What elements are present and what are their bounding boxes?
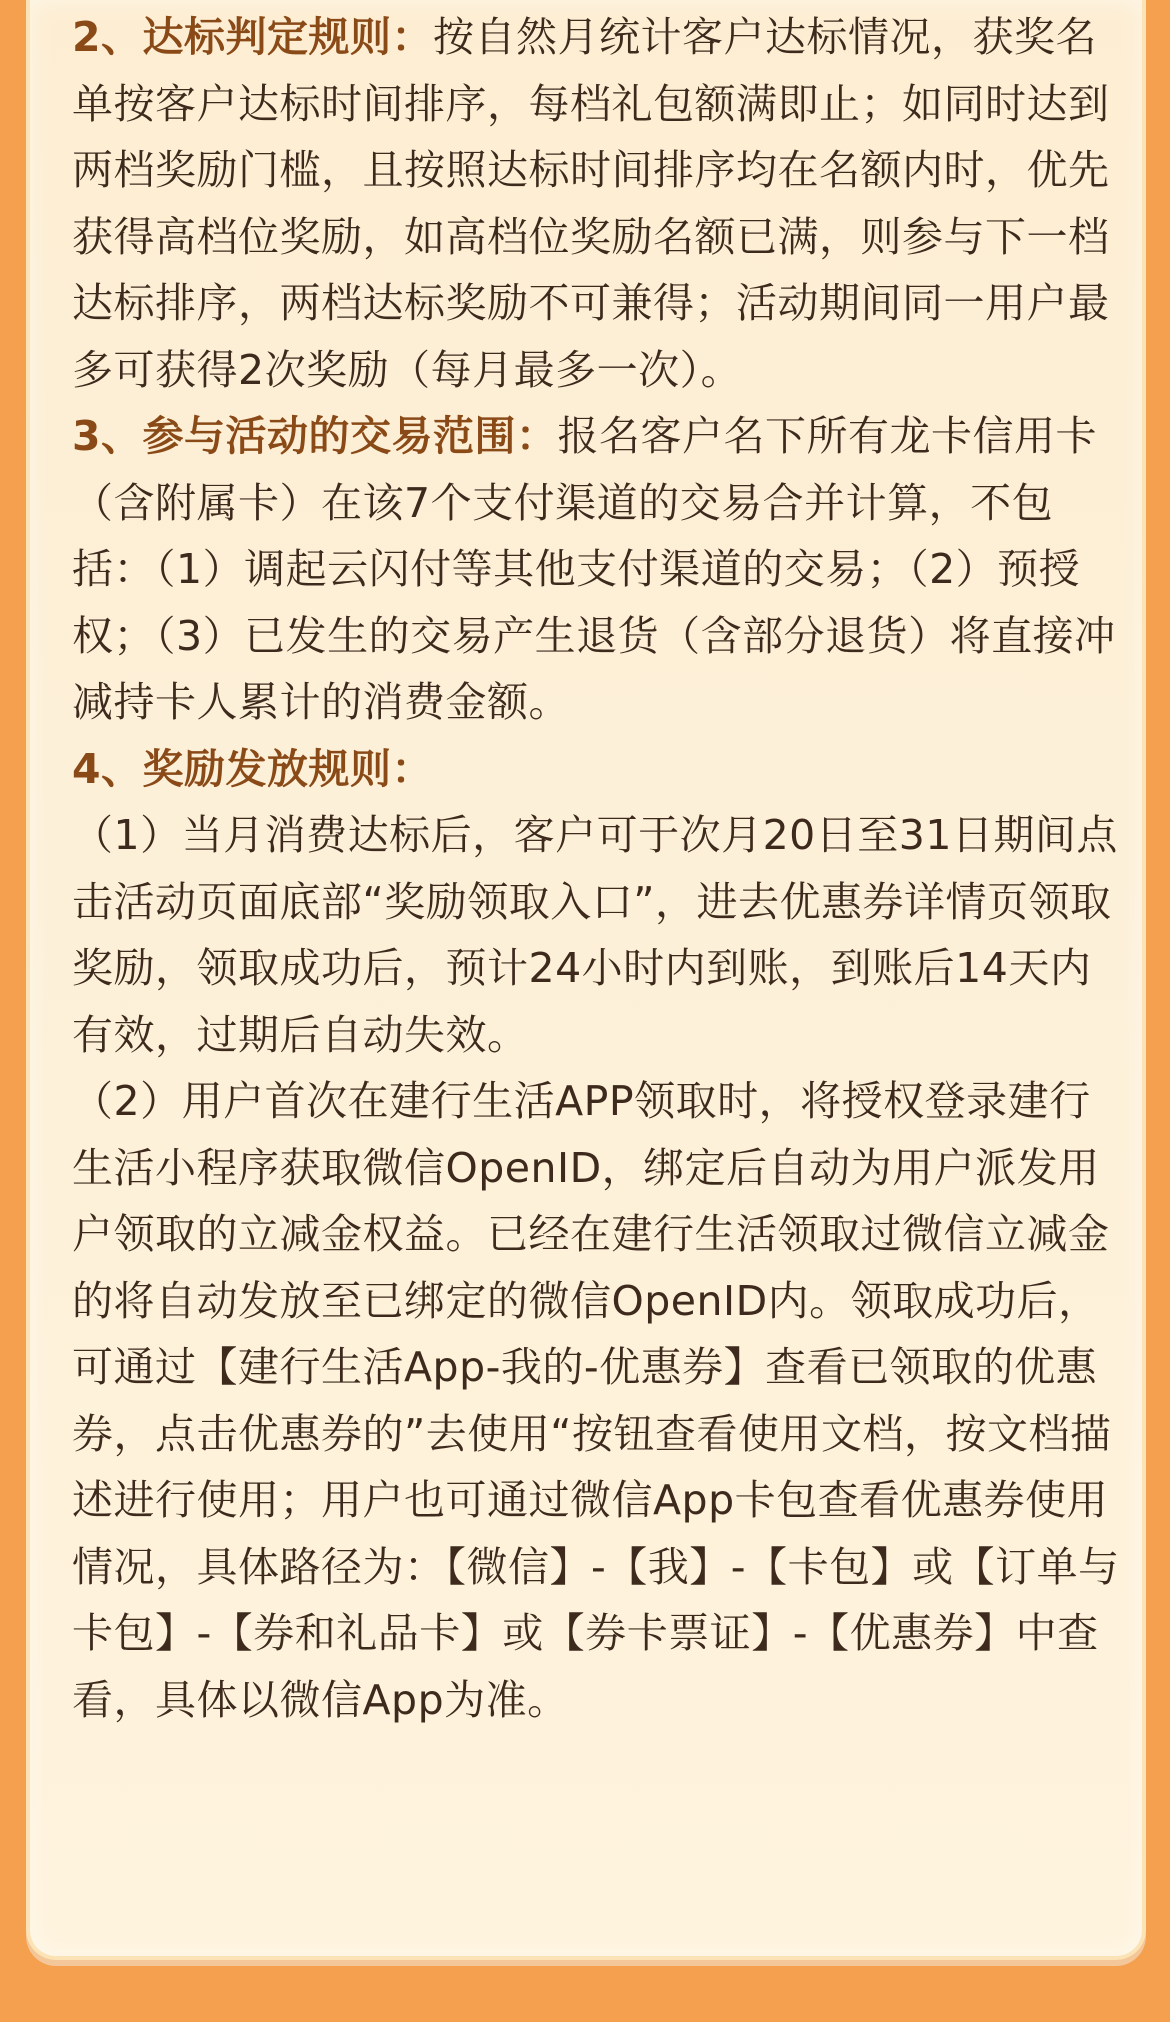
rules-card bbox=[26, 0, 1146, 1960]
rule-section-2 bbox=[72, 4, 1132, 403]
rule-section-3 bbox=[72, 403, 1132, 736]
rule-section-4-item-1: （1）当月消费达标后，客户可于次月20日至31日期间点击活动页面底部“奖励领取入口”，进去优惠券详情页领取奖励，领取成功后，预计24小时内到账，到账后14天内有效，过期后自动失效。 bbox=[72, 811, 1118, 1059]
rule-section-4-item-2: （2）用户首次在建行生活APP领取时，将授权登录建行生活小程序获取微信OpenID，绑定后自动为用户派发用户领取的立减金权益。已经在建行生活领取过微信立减金的将自动发放至已绑定的微信OpenID内。领取成功后，可通过【建行生活App-我的-优惠券】查看已领取的优惠券，点击优惠券的”去使用“按钮查看使用文档，按文档描述进行使用；用户也可通过微信App卡包查看优惠券使用情况，具体路径为：【微信】-【我】-【卡包】或【订单与卡包】-【券和礼品卡】或【券卡票证】-【优惠券】中查看，具体以微信App为准。 bbox=[72, 1077, 1120, 1724]
rule-section-4-title-line bbox=[72, 736, 1132, 803]
rules-content bbox=[72, 4, 1132, 1733]
rule-section-3-body: 报名客户名下所有龙卡信用卡（含附属卡）在该7个支付渠道的交易合并计算，不包括：（1）调起云闪付等其他支付渠道的交易；（2）预授权；（3）已发生的交易产生退货（含部分退货）将直接冲减持卡人累计的消费金额。 bbox=[72, 412, 1116, 726]
rule-section-4-title: 4、奖励发放规则： bbox=[72, 744, 434, 793]
rule-section-3-title: 3、参与活动的交易范围： bbox=[72, 412, 558, 460]
rule-section-2-body: 按自然月统计客户达标情况，获奖名单按客户达标时间排序，每档礼包额满即止；如同时达到两档奖励门槛，且按照达标时间排序均在名额内时，优先获得高档位奖励，如高档位奖励名额已满，则参与下一档达标排序，两档达标奖励不可兼得；活动期间同一用户最多可获得2次奖励（每月最多一次）。 bbox=[72, 13, 1110, 394]
rule-section-2-title: 2、达标判定规则： bbox=[72, 13, 434, 61]
